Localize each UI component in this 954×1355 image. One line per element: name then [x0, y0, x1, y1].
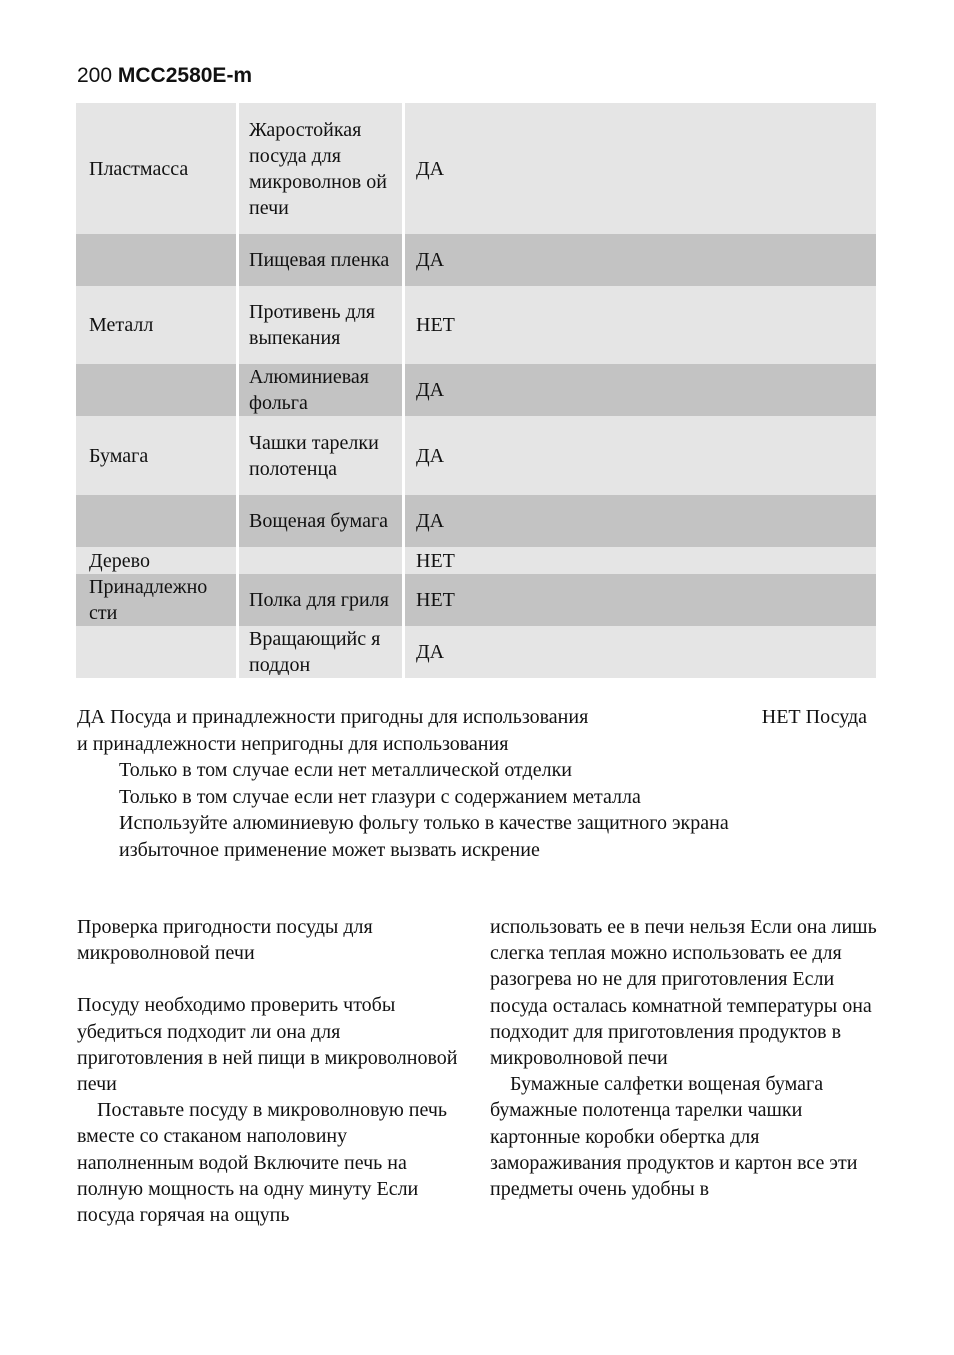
paragraph: Бумажные салфетки вощеная бумага бумажные полотенца тарелки чашки картонные коробки обертка для замораживания продуктов и картон все эти предметы очень удобны в: [490, 1073, 858, 1201]
item-cell: Вращающийс я поддон: [239, 626, 405, 678]
legend-note: Только в том случае если нет глазури с содержанием металла: [119, 785, 641, 808]
material-cell: Пластмасса: [76, 103, 239, 234]
value-cell: ДА: [416, 510, 445, 532]
table-row: [76, 547, 876, 574]
legend-note: избыточное применение может вызвать искрение: [119, 838, 540, 861]
item-cell: Чашки тарелки полотенца: [239, 416, 405, 495]
material-cell: Принадлежно сти: [76, 574, 239, 626]
item-cell: Жаростойкая посуда для микроволнов ой печи: [239, 103, 405, 234]
legend-note: Используйте алюминиевую фольгу только в качестве защитного экрана: [119, 812, 729, 834]
value-cell: НЕТ: [416, 314, 455, 336]
table-row: [76, 495, 876, 547]
table-row: [76, 364, 876, 416]
paragraph: использовать ее в печи нельзя Если она лишь слегка теплая можно использовать ее для разогрева но не для приготовления Если посуда осталась комнатной температуры она подходит для приготовления продуктов в микроволновой печи: [490, 916, 877, 1070]
right-column: [490, 914, 880, 1202]
page-header: [77, 64, 252, 88]
legend-yes: ДА Посуда и принадлежности пригодны для использования: [77, 706, 589, 728]
left-column: [77, 914, 467, 1228]
page-number: 200: [77, 64, 113, 87]
value-cell: ДА: [416, 249, 445, 271]
table-row: [76, 103, 876, 234]
paragraph: Поставьте посуду в микроволновую печь вместе со стаканом наполовину наполненным водой Включите печь на полную мощность на одну минуту Если посуда горячая на ощупь: [77, 1099, 448, 1227]
material-cell: [76, 495, 239, 547]
model-name: MCC2580E-m: [117, 64, 253, 87]
table-legend: [77, 704, 867, 863]
value-cell: ДА: [416, 157, 445, 180]
material-cell: Бумага: [76, 416, 239, 495]
item-cell: Вощеная бумага: [239, 495, 405, 547]
value-cell: ДА: [416, 641, 445, 663]
item-cell: Противень для выпекания: [239, 286, 405, 364]
value-cell: ДА: [416, 379, 445, 401]
material-cell: Дерево: [76, 547, 239, 574]
item-cell: [239, 547, 405, 574]
item-cell: Полка для гриля: [239, 574, 405, 626]
table-row: [76, 234, 876, 286]
material-cell: Металл: [76, 286, 239, 364]
cookware-table: [76, 103, 876, 678]
item-cell: Алюминиевая фольга: [239, 364, 405, 416]
material-cell: [76, 234, 239, 286]
paragraph: Посуду необходимо проверить чтобы убедиться подходит ли она для приготовления в ней пищи в микроволновой печи: [77, 994, 458, 1096]
section-heading: Проверка пригодности посуды для микроволновой печи: [77, 916, 373, 965]
value-cell: НЕТ: [416, 549, 455, 572]
table-row: [76, 416, 876, 495]
value-cell: НЕТ: [416, 589, 455, 611]
item-cell: Пищевая пленка: [239, 234, 405, 286]
material-cell: [76, 364, 239, 416]
table-row: [76, 286, 876, 364]
value-cell: ДА: [416, 444, 445, 467]
table-row: [76, 626, 876, 678]
legend-no: НЕТ Посуда: [761, 706, 867, 728]
legend-continuation: и принадлежности непригодны для использования: [77, 732, 509, 755]
material-cell: [76, 626, 239, 678]
legend-note: Только в том случае если нет металлической отделки: [119, 759, 572, 781]
table-row: [76, 574, 876, 626]
